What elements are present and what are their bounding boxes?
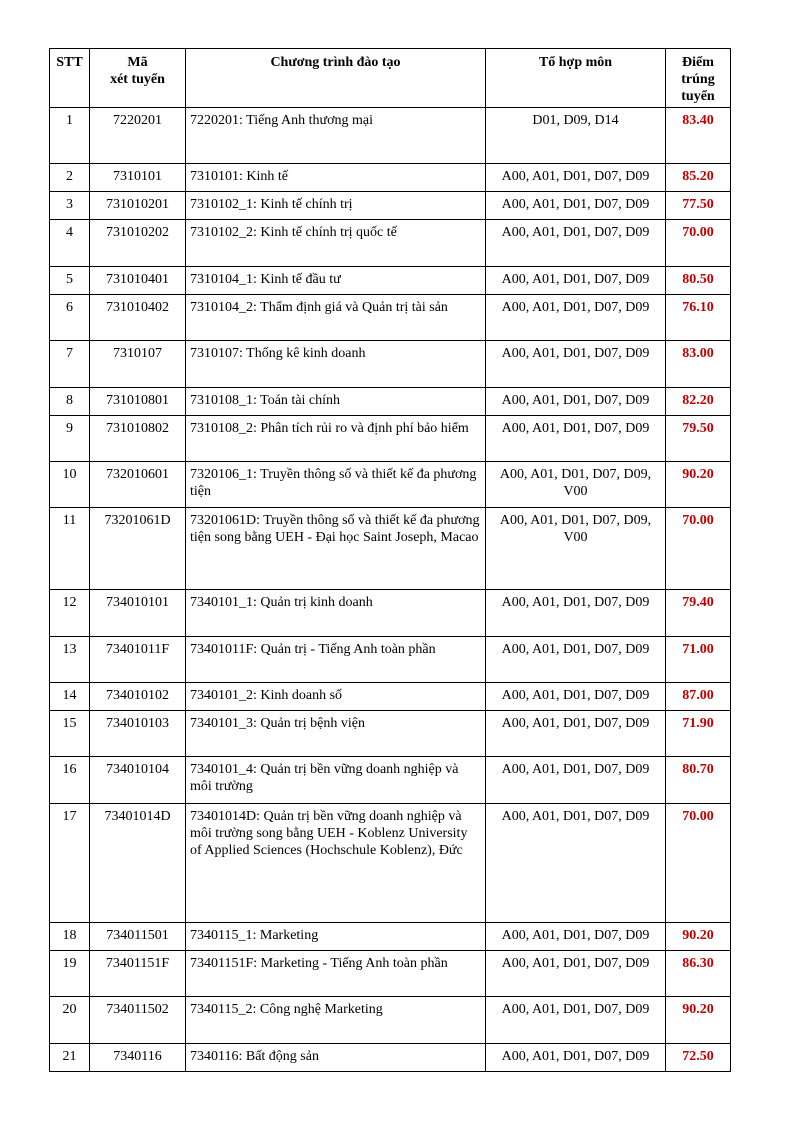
header-program: Chương trình đào tạo [186, 49, 486, 108]
row-stt: 5 [50, 267, 90, 295]
row-admission-code: 7310107 [90, 341, 186, 388]
table-row [50, 220, 731, 267]
row-program-name: 7340101_4: Quản trị bền vững doanh nghiệp và môi trường [186, 757, 486, 804]
table-row [50, 295, 731, 341]
row-program-name: 73401014D: Quản trị bền vững doanh nghiệp và môi trường song bằng UEH - Koblenz University of Applied Sciences (Hochschule Koblenz), Đức [186, 804, 486, 923]
row-program-name: 7310104_2: Thẩm định giá và Quản trị tài sản [186, 295, 486, 341]
row-cutoff-score: 90.20 [666, 923, 731, 951]
row-cutoff-score: 86.30 [666, 951, 731, 997]
header-stt: STT [50, 49, 90, 108]
row-admission-code: 734011502 [90, 997, 186, 1044]
row-program-name: 7340101_3: Quản trị bệnh viện [186, 711, 486, 757]
header-score-text: Điểm trúng tuyển [681, 55, 715, 104]
row-stt: 9 [50, 416, 90, 462]
row-program-name: 73201061D: Truyền thông số và thiết kế đa phương tiện song bằng UEH - Đại học Saint Joseph, Macao [186, 508, 486, 590]
row-subject-combination: A00, A01, D01, D07, D09 [486, 341, 666, 388]
row-stt: 14 [50, 683, 90, 711]
row-cutoff-score: 90.20 [666, 997, 731, 1044]
row-stt: 2 [50, 164, 90, 192]
table-row [50, 192, 731, 220]
row-admission-code: 734010104 [90, 757, 186, 804]
row-stt: 7 [50, 341, 90, 388]
row-subject-combination: A00, A01, D01, D07, D09 [486, 637, 666, 683]
row-stt: 17 [50, 804, 90, 923]
admission-scores-table [49, 48, 731, 1072]
row-subject-combination: A00, A01, D01, D07, D09 [486, 267, 666, 295]
row-stt: 6 [50, 295, 90, 341]
row-stt: 20 [50, 997, 90, 1044]
row-stt: 11 [50, 508, 90, 590]
row-subject-combination: A00, A01, D01, D07, D09 [486, 416, 666, 462]
table-row [50, 1044, 731, 1072]
row-subject-combination: A00, A01, D01, D07, D09 [486, 388, 666, 416]
table-row [50, 711, 731, 757]
table-row [50, 951, 731, 997]
row-subject-combination: A00, A01, D01, D07, D09 [486, 295, 666, 341]
row-program-name: 7310104_1: Kinh tế đầu tư [186, 267, 486, 295]
row-stt: 16 [50, 757, 90, 804]
row-cutoff-score: 72.50 [666, 1044, 731, 1072]
row-stt: 10 [50, 462, 90, 508]
table-row [50, 267, 731, 295]
row-cutoff-score: 70.00 [666, 508, 731, 590]
row-admission-code: 734011501 [90, 923, 186, 951]
row-program-name: 7340101_2: Kinh doanh số [186, 683, 486, 711]
row-stt: 8 [50, 388, 90, 416]
row-subject-combination: A00, A01, D01, D07, D09 [486, 1044, 666, 1072]
row-cutoff-score: 76.10 [666, 295, 731, 341]
row-cutoff-score: 83.40 [666, 108, 731, 164]
row-subject-combination: A00, A01, D01, D07, D09 [486, 711, 666, 757]
row-cutoff-score: 71.90 [666, 711, 731, 757]
row-admission-code: 731010801 [90, 388, 186, 416]
row-admission-code: 731010802 [90, 416, 186, 462]
row-program-name: 73401011F: Quản trị - Tiếng Anh toàn phần [186, 637, 486, 683]
row-admission-code: 734010103 [90, 711, 186, 757]
row-admission-code: 73401151F [90, 951, 186, 997]
row-subject-combination: A00, A01, D01, D07, D09 [486, 951, 666, 997]
row-admission-code: 734010102 [90, 683, 186, 711]
table-row [50, 508, 731, 590]
row-admission-code: 73401011F [90, 637, 186, 683]
row-stt: 13 [50, 637, 90, 683]
row-cutoff-score: 71.00 [666, 637, 731, 683]
row-subject-combination: A00, A01, D01, D07, D09, V00 [486, 462, 666, 508]
row-program-name: 7340115_2: Công nghệ Marketing [186, 997, 486, 1044]
row-program-name: 7220201: Tiếng Anh thương mại [186, 108, 486, 164]
table-row [50, 416, 731, 462]
row-program-name: 7310102_1: Kinh tế chính trị [186, 192, 486, 220]
table-row [50, 388, 731, 416]
row-admission-code: 731010401 [90, 267, 186, 295]
row-admission-code: 7310101 [90, 164, 186, 192]
row-cutoff-score: 80.70 [666, 757, 731, 804]
table-row [50, 757, 731, 804]
row-stt: 19 [50, 951, 90, 997]
row-program-name: 7310101: Kinh tế [186, 164, 486, 192]
row-subject-combination: A00, A01, D01, D07, D09 [486, 683, 666, 711]
table-row [50, 683, 731, 711]
row-cutoff-score: 77.50 [666, 192, 731, 220]
row-admission-code: 73201061D [90, 508, 186, 590]
header-code [90, 49, 186, 108]
table-row [50, 164, 731, 192]
row-admission-code: 73401014D [90, 804, 186, 923]
row-program-name: 7340115_1: Marketing [186, 923, 486, 951]
row-program-name: 7310102_2: Kinh tế chính trị quốc tế [186, 220, 486, 267]
row-admission-code: 7220201 [90, 108, 186, 164]
row-admission-code: 7340116 [90, 1044, 186, 1072]
row-stt: 15 [50, 711, 90, 757]
row-subject-combination: A00, A01, D01, D07, D09 [486, 997, 666, 1044]
row-cutoff-score: 79.50 [666, 416, 731, 462]
row-stt: 21 [50, 1044, 90, 1072]
row-program-name: 7310108_2: Phân tích rủi ro và định phí bảo hiểm [186, 416, 486, 462]
row-subject-combination: A00, A01, D01, D07, D09 [486, 923, 666, 951]
row-subject-combination: A00, A01, D01, D07, D09 [486, 757, 666, 804]
table-row [50, 108, 731, 164]
row-cutoff-score: 87.00 [666, 683, 731, 711]
row-cutoff-score: 85.20 [666, 164, 731, 192]
row-program-name: 7310108_1: Toán tài chính [186, 388, 486, 416]
row-stt: 4 [50, 220, 90, 267]
table-row [50, 804, 731, 923]
header-code-text: Mã xét tuyển [110, 55, 165, 87]
row-cutoff-score: 79.40 [666, 590, 731, 637]
row-subject-combination: A00, A01, D01, D07, D09 [486, 164, 666, 192]
row-subject-combination: D01, D09, D14 [486, 108, 666, 164]
row-stt: 18 [50, 923, 90, 951]
row-program-name: 7310107: Thống kê kinh doanh [186, 341, 486, 388]
table-row [50, 462, 731, 508]
row-cutoff-score: 83.00 [666, 341, 731, 388]
row-subject-combination: A00, A01, D01, D07, D09 [486, 590, 666, 637]
row-subject-combination: A00, A01, D01, D07, D09 [486, 192, 666, 220]
row-program-name: 7340101_1: Quản trị kinh doanh [186, 590, 486, 637]
table-row [50, 637, 731, 683]
header-score [666, 49, 731, 108]
row-admission-code: 732010601 [90, 462, 186, 508]
table-row [50, 923, 731, 951]
row-stt: 1 [50, 108, 90, 164]
table-row [50, 997, 731, 1044]
row-subject-combination: A00, A01, D01, D07, D09, V00 [486, 508, 666, 590]
table-row [50, 590, 731, 637]
row-cutoff-score: 70.00 [666, 804, 731, 923]
table-header-row [50, 49, 731, 108]
row-subject-combination: A00, A01, D01, D07, D09 [486, 804, 666, 923]
table-row [50, 341, 731, 388]
row-cutoff-score: 90.20 [666, 462, 731, 508]
row-cutoff-score: 70.00 [666, 220, 731, 267]
row-stt: 12 [50, 590, 90, 637]
row-program-name: 7320106_1: Truyền thông số và thiết kế đa phương tiện [186, 462, 486, 508]
header-combo: Tổ hợp môn [486, 49, 666, 108]
row-admission-code: 734010101 [90, 590, 186, 637]
row-admission-code: 731010202 [90, 220, 186, 267]
row-cutoff-score: 82.20 [666, 388, 731, 416]
row-program-name: 7340116: Bất động sản [186, 1044, 486, 1072]
row-admission-code: 731010201 [90, 192, 186, 220]
row-program-name: 73401151F: Marketing - Tiếng Anh toàn phần [186, 951, 486, 997]
row-cutoff-score: 80.50 [666, 267, 731, 295]
row-stt: 3 [50, 192, 90, 220]
row-admission-code: 731010402 [90, 295, 186, 341]
row-subject-combination: A00, A01, D01, D07, D09 [486, 220, 666, 267]
